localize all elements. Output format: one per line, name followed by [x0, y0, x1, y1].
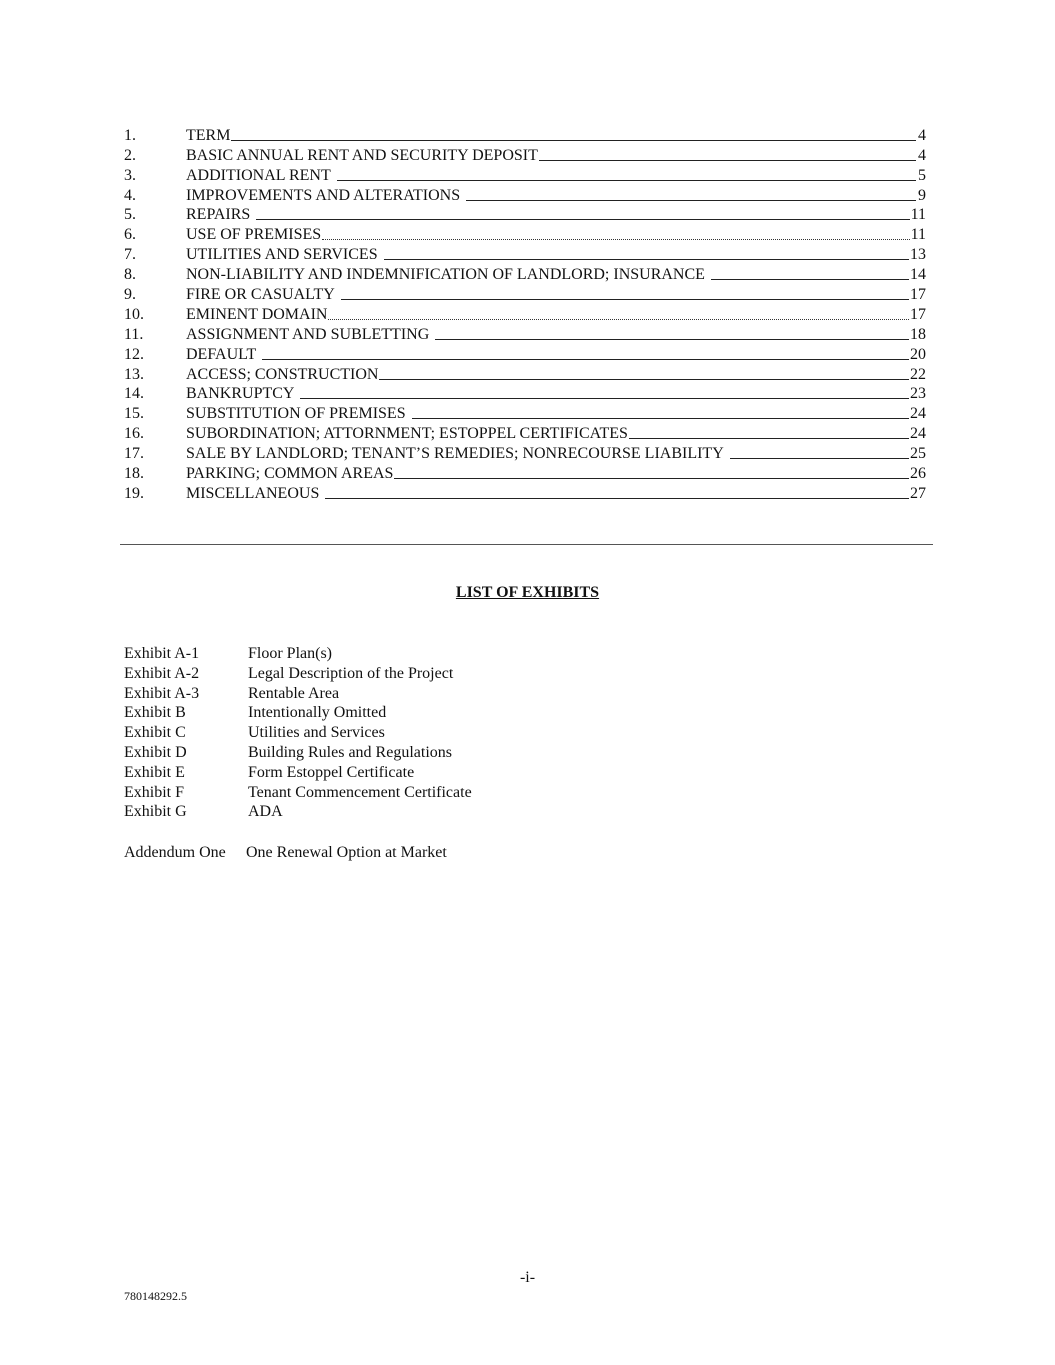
toc-title: MISCELLANEOUS [186, 484, 320, 502]
toc-leader [730, 458, 909, 459]
toc-row [124, 125, 926, 145]
toc-page: 27 [910, 484, 926, 502]
toc-title: BANKRUPTCY [186, 385, 295, 403]
toc-leader [379, 379, 909, 380]
toc-number: 8. [124, 266, 136, 284]
toc-title: SUBORDINATION; ATTORNMENT; ESTOPPEL CERTIFICATES [186, 425, 628, 443]
exhibit-label: Exhibit G [124, 803, 187, 821]
toc-row [124, 483, 926, 503]
toc-page: 18 [910, 325, 926, 343]
toc-page: 17 [910, 286, 926, 304]
toc-row [124, 304, 926, 324]
toc-leader [412, 418, 909, 419]
toc-row [124, 244, 926, 264]
toc-row [124, 145, 926, 165]
toc-row [124, 284, 926, 304]
exhibit-row [124, 723, 472, 743]
toc-title: ASSIGNMENT AND SUBLETTING [186, 325, 430, 343]
toc-number: 17. [124, 445, 144, 463]
toc-row [124, 185, 926, 205]
exhibit-description: Utilities and Services [248, 724, 385, 742]
toc-number: 12. [124, 345, 144, 363]
toc-number: 15. [124, 405, 144, 423]
exhibit-label: Exhibit A-1 [124, 645, 200, 662]
exhibit-label: Exhibit C [124, 724, 186, 742]
document-id: 780148292.5 [124, 1289, 187, 1303]
page-number: -i- [519, 1269, 536, 1286]
toc-number: 4. [124, 186, 136, 204]
toc-number: 10. [124, 305, 144, 323]
toc-row [124, 224, 926, 244]
exhibit-description: Floor Plan(s) [248, 645, 332, 662]
toc-row [124, 364, 926, 384]
toc-leader [466, 200, 916, 201]
toc-title: EMINENT DOMAIN [186, 305, 328, 323]
exhibits-heading: LIST OF EXHIBITS [455, 584, 600, 601]
toc-title: IMPROVEMENTS AND ALTERATIONS [186, 186, 461, 204]
exhibit-row [124, 802, 472, 822]
toc-page: 5 [918, 166, 926, 184]
toc-title: SUBSTITUTION OF PREMISES [186, 405, 406, 423]
toc-leader [325, 498, 909, 499]
exhibit-description: Building Rules and Regulations [248, 743, 452, 761]
toc-leader [256, 219, 909, 220]
exhibit-row [124, 783, 472, 803]
exhibit-label: Exhibit B [124, 704, 186, 722]
toc-row [124, 324, 926, 344]
toc-leader [341, 299, 909, 300]
toc-page: 11 [910, 206, 926, 224]
section-divider [120, 544, 933, 545]
toc-page: 24 [910, 425, 926, 443]
toc-row [124, 443, 926, 463]
toc-number: 14. [124, 385, 144, 403]
toc-leader [300, 398, 909, 399]
toc-page: 9 [918, 186, 926, 204]
toc-title: PARKING; COMMON AREAS [186, 465, 394, 483]
toc-row [124, 384, 926, 404]
toc-page: 14 [910, 266, 926, 284]
toc-title: SALE BY LANDLORD; TENANT’S REMEDIES; NONRECOURSE LIABILITY [186, 445, 724, 463]
exhibit-description: Intentionally Omitted [248, 704, 387, 722]
toc-title: REPAIRS [186, 206, 251, 224]
toc-page: 13 [910, 246, 926, 264]
toc-leader [435, 339, 909, 340]
exhibit-row [124, 743, 472, 763]
toc-page: 23 [910, 385, 926, 403]
toc-leader [328, 319, 909, 320]
toc-title: TERM [186, 126, 231, 144]
exhibit-label: Exhibit F [124, 783, 185, 801]
toc-page: 26 [910, 465, 926, 483]
toc-number: 16. [124, 425, 144, 443]
toc-leader [539, 160, 916, 161]
exhibit-label: Exhibit A-3 [124, 684, 200, 702]
toc-page: 22 [910, 365, 926, 383]
toc-number: 1. [124, 126, 136, 144]
toc-number: 9. [124, 286, 136, 304]
toc-page: 25 [910, 445, 926, 463]
toc-number: 7. [124, 246, 136, 264]
toc-title: USE OF PREMISES [186, 226, 322, 244]
exhibit-row [124, 664, 472, 684]
toc-number: 3. [124, 166, 136, 184]
toc-leader [231, 140, 916, 141]
toc-title: ADDITIONAL RENT [186, 166, 331, 184]
toc-number: 13. [124, 365, 144, 383]
toc-page: 11 [910, 226, 926, 244]
exhibit-label: Exhibit D [124, 743, 187, 761]
exhibit-row [124, 684, 472, 704]
exhibit-list [124, 644, 472, 822]
toc-title: DEFAULT [186, 345, 257, 363]
toc-row [124, 165, 926, 185]
toc-row [124, 344, 926, 364]
toc-row [124, 403, 926, 423]
toc-page: 17 [910, 305, 926, 323]
toc-title: FIRE OR CASUALTY [186, 286, 335, 304]
exhibit-row [124, 703, 472, 723]
exhibit-row [124, 644, 472, 664]
exhibit-label: Exhibit E [124, 763, 185, 781]
toc-row [124, 463, 926, 483]
toc-leader [322, 239, 909, 240]
addendum-row [124, 843, 447, 862]
toc-page: 24 [910, 405, 926, 423]
exhibit-label: Exhibit A-2 [124, 664, 200, 682]
toc-leader [394, 478, 909, 479]
toc-title: ACCESS; CONSTRUCTION [186, 365, 379, 383]
toc-number: 19. [124, 484, 144, 502]
toc-row [124, 423, 926, 443]
table-of-contents [124, 125, 926, 503]
toc-number: 11. [124, 325, 144, 343]
toc-number: 6. [124, 226, 136, 244]
toc-page: 4 [918, 126, 926, 144]
toc-title: BASIC ANNUAL RENT AND SECURITY DEPOSIT [186, 146, 538, 164]
toc-leader [384, 259, 909, 260]
toc-page: 4 [918, 146, 926, 164]
toc-row [124, 205, 926, 225]
toc-leader [711, 279, 909, 280]
toc-number: 18. [124, 465, 144, 483]
exhibit-description: Rentable Area [248, 684, 340, 702]
toc-leader [337, 180, 916, 181]
toc-row [124, 264, 926, 284]
addendum-label: Addendum One [124, 844, 226, 861]
exhibit-description: ADA [248, 803, 283, 821]
toc-number: 2. [124, 146, 136, 164]
toc-title: UTILITIES AND SERVICES [186, 246, 378, 264]
exhibit-description: Tenant Commencement Certificate [248, 783, 472, 801]
toc-page: 20 [910, 345, 926, 363]
exhibit-description: Form Estoppel Certificate [248, 763, 415, 781]
exhibit-description: Legal Description of the Project [248, 664, 454, 682]
toc-leader [629, 438, 909, 439]
addendum-description: One Renewal Option at Market [246, 844, 447, 861]
toc-title: NON-LIABILITY AND INDEMNIFICATION OF LANDLORD; INSURANCE [186, 266, 705, 284]
exhibit-row [124, 763, 472, 783]
toc-leader [262, 359, 909, 360]
toc-number: 5. [124, 206, 136, 224]
